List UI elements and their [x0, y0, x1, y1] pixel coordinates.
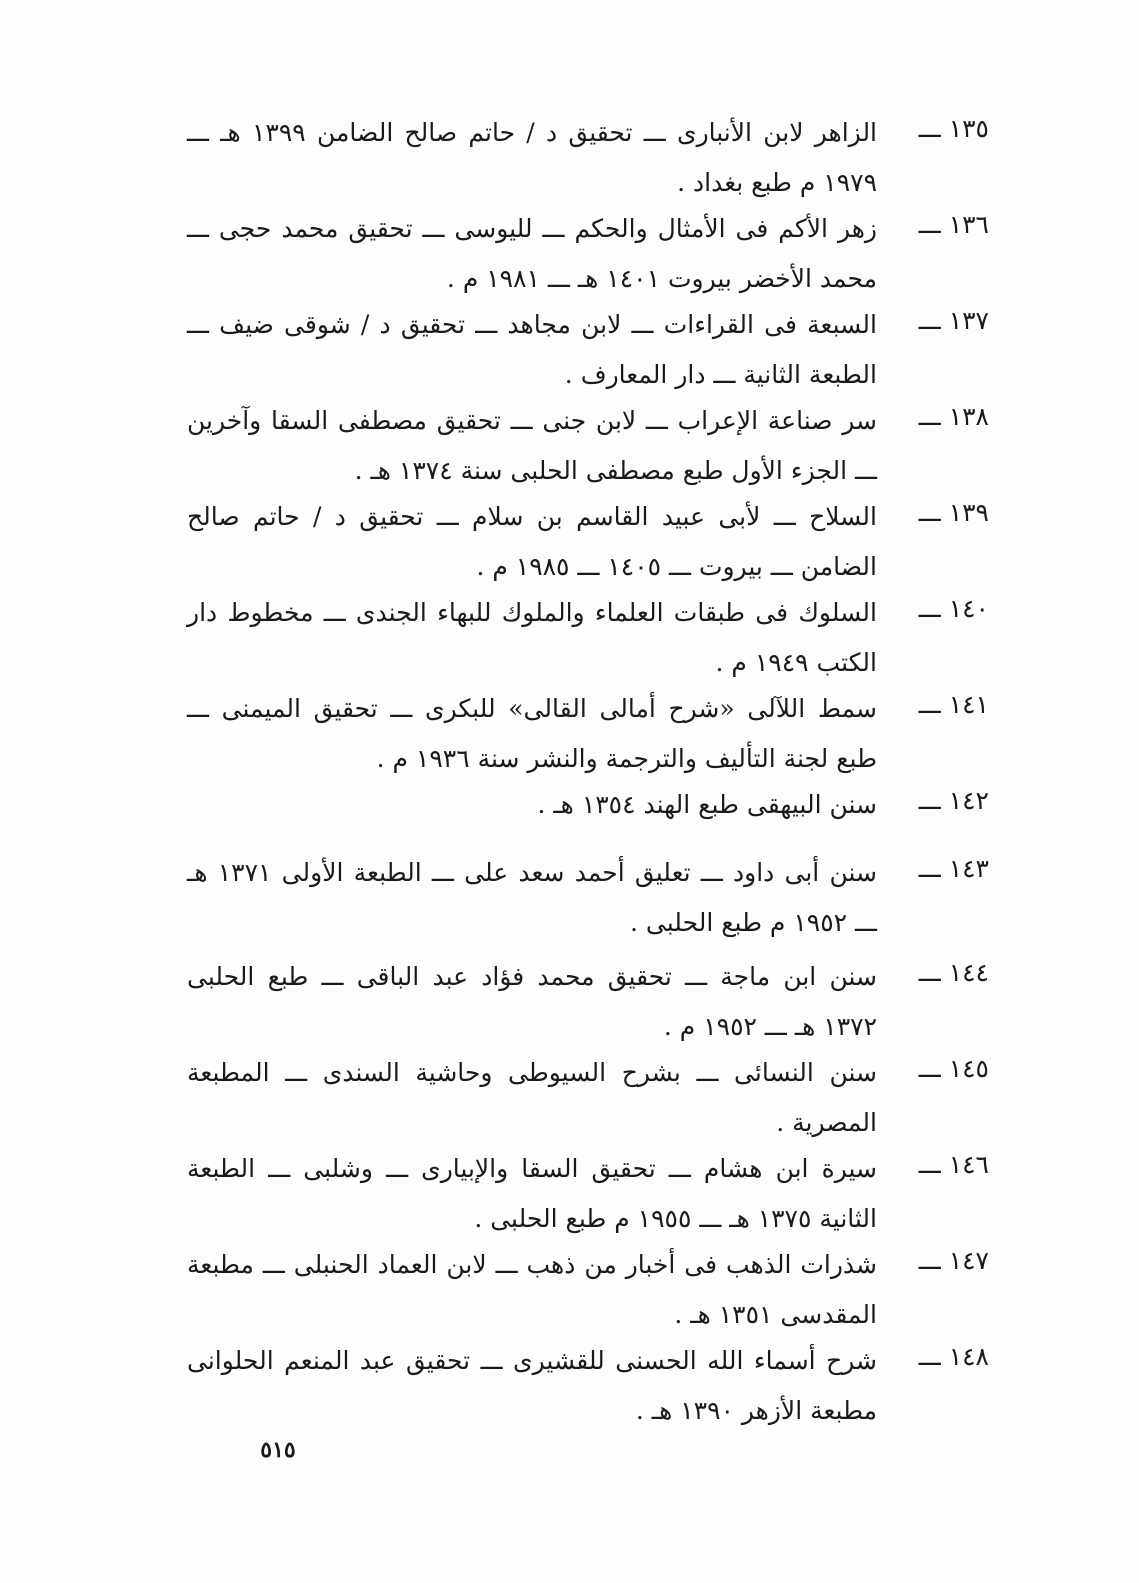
entry-number: ١٣٨ ـــ	[918, 402, 989, 431]
bibliography-entry	[0, 108, 1139, 208]
entry-text: شذرات الذهب فى أخبار من ذهب ـــ لابن العماد الحنبلى ـــ مطبعة المقدسى ١٣٥١ هـ .	[187, 1250, 877, 1329]
entry-text: السلاح ـــ لأبى عبيد القاسم بن سلام ـــ تحقيق د / حاتم صالح الضامن ـــ بيروت ـــ ١٤٠٥ ـــ ١٩٨٥ م .	[187, 502, 877, 581]
bibliography-entry	[0, 204, 1139, 304]
bibliography-entry	[0, 1240, 1139, 1340]
bibliography-entry	[0, 1144, 1139, 1244]
entry-text: شرح أسماء الله الحسنى للقشيرى ـــ تحقيق عبد المنعم الحلوانى مطبعة الأزهر ١٣٩٠ هـ .	[187, 1346, 877, 1425]
bibliography-entry	[0, 1048, 1139, 1148]
entry-number: ١٤١ ـــ	[918, 690, 989, 719]
page-number: ٥١٥	[260, 1437, 296, 1463]
entry-number: ١٣٧ ـــ	[918, 306, 989, 335]
bibliography-entry	[0, 300, 1139, 400]
entry-number: ١٤٦ ـــ	[918, 1150, 989, 1179]
entry-number: ١٣٥ ـــ	[918, 114, 989, 143]
entry-text: سنن النسائى ـــ بشرح السيوطى وحاشية السندى ـــ المطبعة المصرية .	[187, 1058, 877, 1137]
entry-number: ١٤٤ ـــ	[918, 958, 989, 987]
entry-number: ١٤٨ ـــ	[918, 1342, 989, 1371]
entry-text: السلوك فى طبقات العلماء والملوك للبهاء الجندى ـــ مخطوط دار الكتب ١٩٤٩ م .	[187, 598, 877, 677]
entry-number: ١٤٧ ـــ	[918, 1246, 989, 1275]
entry-number: ١٣٩ ـــ	[918, 498, 989, 527]
entry-text: سيرة ابن هشام ـــ تحقيق السقا والإبيارى ـــ وشلبى ـــ الطبعة الثانية ١٣٧٥ هـ ـــ ١٩٥٥ م طبع الحلبى .	[187, 1154, 877, 1233]
bibliography-entry	[0, 848, 1139, 948]
entry-text: سر صناعة الإعراب ـــ لابن جنى ـــ تحقيق مصطفى السقا وآخرين ـــ الجزء الأول طبع مصطفى الحلبى سنة ١٣٧٤ هـ .	[187, 406, 877, 485]
entry-number: ١٤٠ ـــ	[918, 594, 989, 623]
entry-number: ١٤٢ ـــ	[918, 786, 989, 815]
entry-text: سمط اللآلى «شرح أمالى القالى» للبكرى ـــ تحقيق الميمنى ـــ طبع لجنة التأليف والترجمة والنشر سنة ١٩٣٦ م .	[187, 694, 877, 773]
entry-text: سنن أبى داود ـــ تعليق أحمد سعد على ـــ الطبعة الأولى ١٣٧١ هـ ـــ ١٩٥٢ م طبع الحلبى .	[187, 858, 877, 937]
bibliography-entry	[0, 588, 1139, 688]
entry-text: سنن ابن ماجة ـــ تحقيق محمد فؤاد عبد الباقى ـــ طبع الحلبى ١٣٧٢ هـ ـــ ١٩٥٢ م .	[187, 962, 877, 1041]
entry-number: ١٤٥ ـــ	[918, 1054, 989, 1083]
entry-text: سنن البيهقى طبع الهند ١٣٥٤ هـ .	[537, 790, 877, 819]
bibliography-entry	[0, 684, 1139, 784]
bibliography-entry	[0, 396, 1139, 496]
entry-text: السبعة فى القراءات ـــ لابن مجاهد ـــ تحقيق د / شوقى ضيف ـــ الطبعة الثانية ـــ دار المعارف .	[187, 310, 877, 389]
bibliography-entry	[0, 1336, 1139, 1436]
entry-text: زهر الأكم فى الأمثال والحكم ـــ لليوسى ـــ تحقيق محمد حجى ـــ محمد الأخضر بيروت ١٤٠١ هـ ـــ ١٩٨١ م .	[187, 214, 877, 293]
entry-number: ١٤٣ ـــ	[918, 854, 989, 883]
entry-text: الزاهر لابن الأنبارى ـــ تحقيق د / حاتم صالح الضامن ١٣٩٩ هـ ـــ ١٩٧٩ م طبع بغداد .	[187, 118, 878, 197]
entry-number: ١٣٦ ـــ	[918, 210, 989, 239]
bibliography-entry	[0, 492, 1139, 592]
bibliography-entry	[0, 952, 1139, 1052]
